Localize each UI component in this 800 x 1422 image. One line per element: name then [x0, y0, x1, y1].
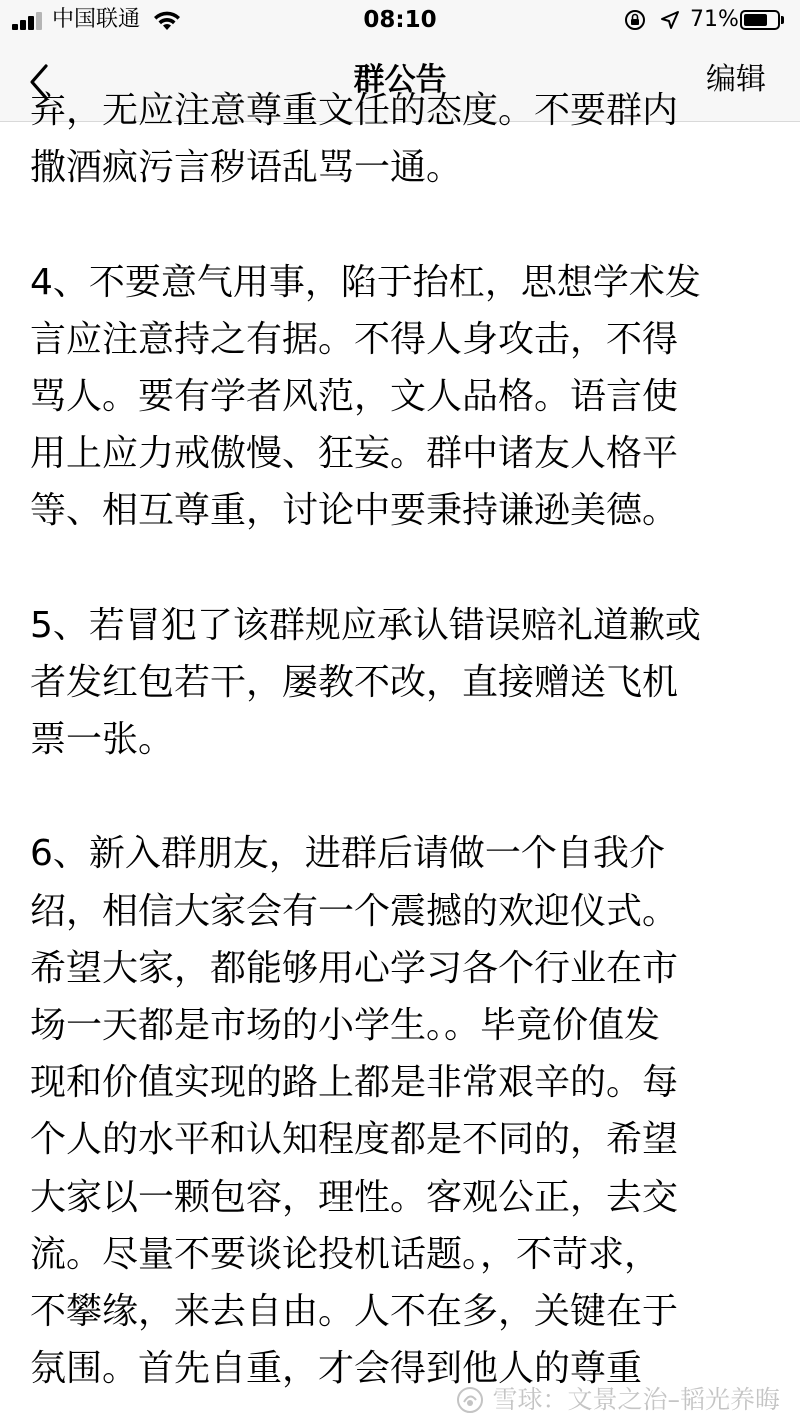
rule-6-line: 流。尽量不要谈论投机话题。，不苛求，	[30, 1233, 661, 1275]
rule-5-line: 者发红包若干，屡教不改，直接赠送飞机	[30, 661, 679, 703]
rule-4-line: 等、相互尊重，讨论中要秉持谦逊美德。	[30, 490, 679, 532]
rule-4-line: 用上应力戒傲慢、狂妄。群中诸友人格平	[30, 433, 679, 475]
battery-percentage: 71%	[690, 7, 739, 32]
watermark-text: 雪球：文景之治–韬光养晦	[492, 1385, 780, 1414]
battery-icon	[740, 10, 780, 30]
rule-5-line: 票一张。	[30, 719, 175, 761]
rule-5-line: 5、若冒犯了该群规应承认错误赔礼道歉或	[30, 604, 701, 646]
rule-6-line: 个人的水平和认知程度都是不同的，希望	[30, 1119, 679, 1161]
location-arrow-icon	[660, 10, 680, 30]
snowball-logo-icon	[456, 1386, 484, 1414]
edit-button[interactable]: 编辑	[706, 62, 766, 97]
announcement-content	[30, 90, 775, 1390]
page-title: 群公告	[353, 62, 447, 98]
rule-4-line: 骂人。要有学者风范，文人品格。语言使	[30, 375, 679, 417]
rule-6-line: 现和价值实现的路上都是非常艰辛的。每	[30, 1062, 679, 1104]
rule-6-line: 大家以一颗包容，理性。客观公正，去交	[30, 1176, 679, 1218]
rule-6-line: 氛围。首先自重，才会得到他人的尊重	[30, 1348, 643, 1390]
watermark	[456, 1384, 780, 1416]
rotation-lock-icon	[624, 9, 646, 31]
status-bar	[0, 0, 800, 40]
rule-4-line: 4、不要意气用事，陷于抬杠，思想学术发	[30, 261, 701, 303]
text-line: 撒酒疯污言秽语乱骂一通。	[30, 147, 463, 189]
rule-6-line: 希望大家，都能够用心学习各个行业在市	[30, 947, 679, 989]
rule-6-line: 不攀缘，来去自由。人不在多，关键在于	[30, 1290, 679, 1332]
carrier-name: 中国联通	[52, 7, 141, 32]
rule-4-line: 言应注意持之有据。不得人身攻击，不得	[30, 318, 679, 360]
partial-text-line: 弃，无应注意尊重文任的态度。不要群内	[30, 90, 679, 131]
status-time: 08:10	[363, 7, 437, 33]
rule-6-line: 场一天都是市场的小学生。。毕竟价值发	[30, 1005, 661, 1046]
rule-6-line: 6、新入群朋友，进群后请做一个自我介	[30, 833, 665, 875]
rule-6-line: 绍，相信大家会有一个震撼的欢迎仪式。	[30, 890, 679, 932]
